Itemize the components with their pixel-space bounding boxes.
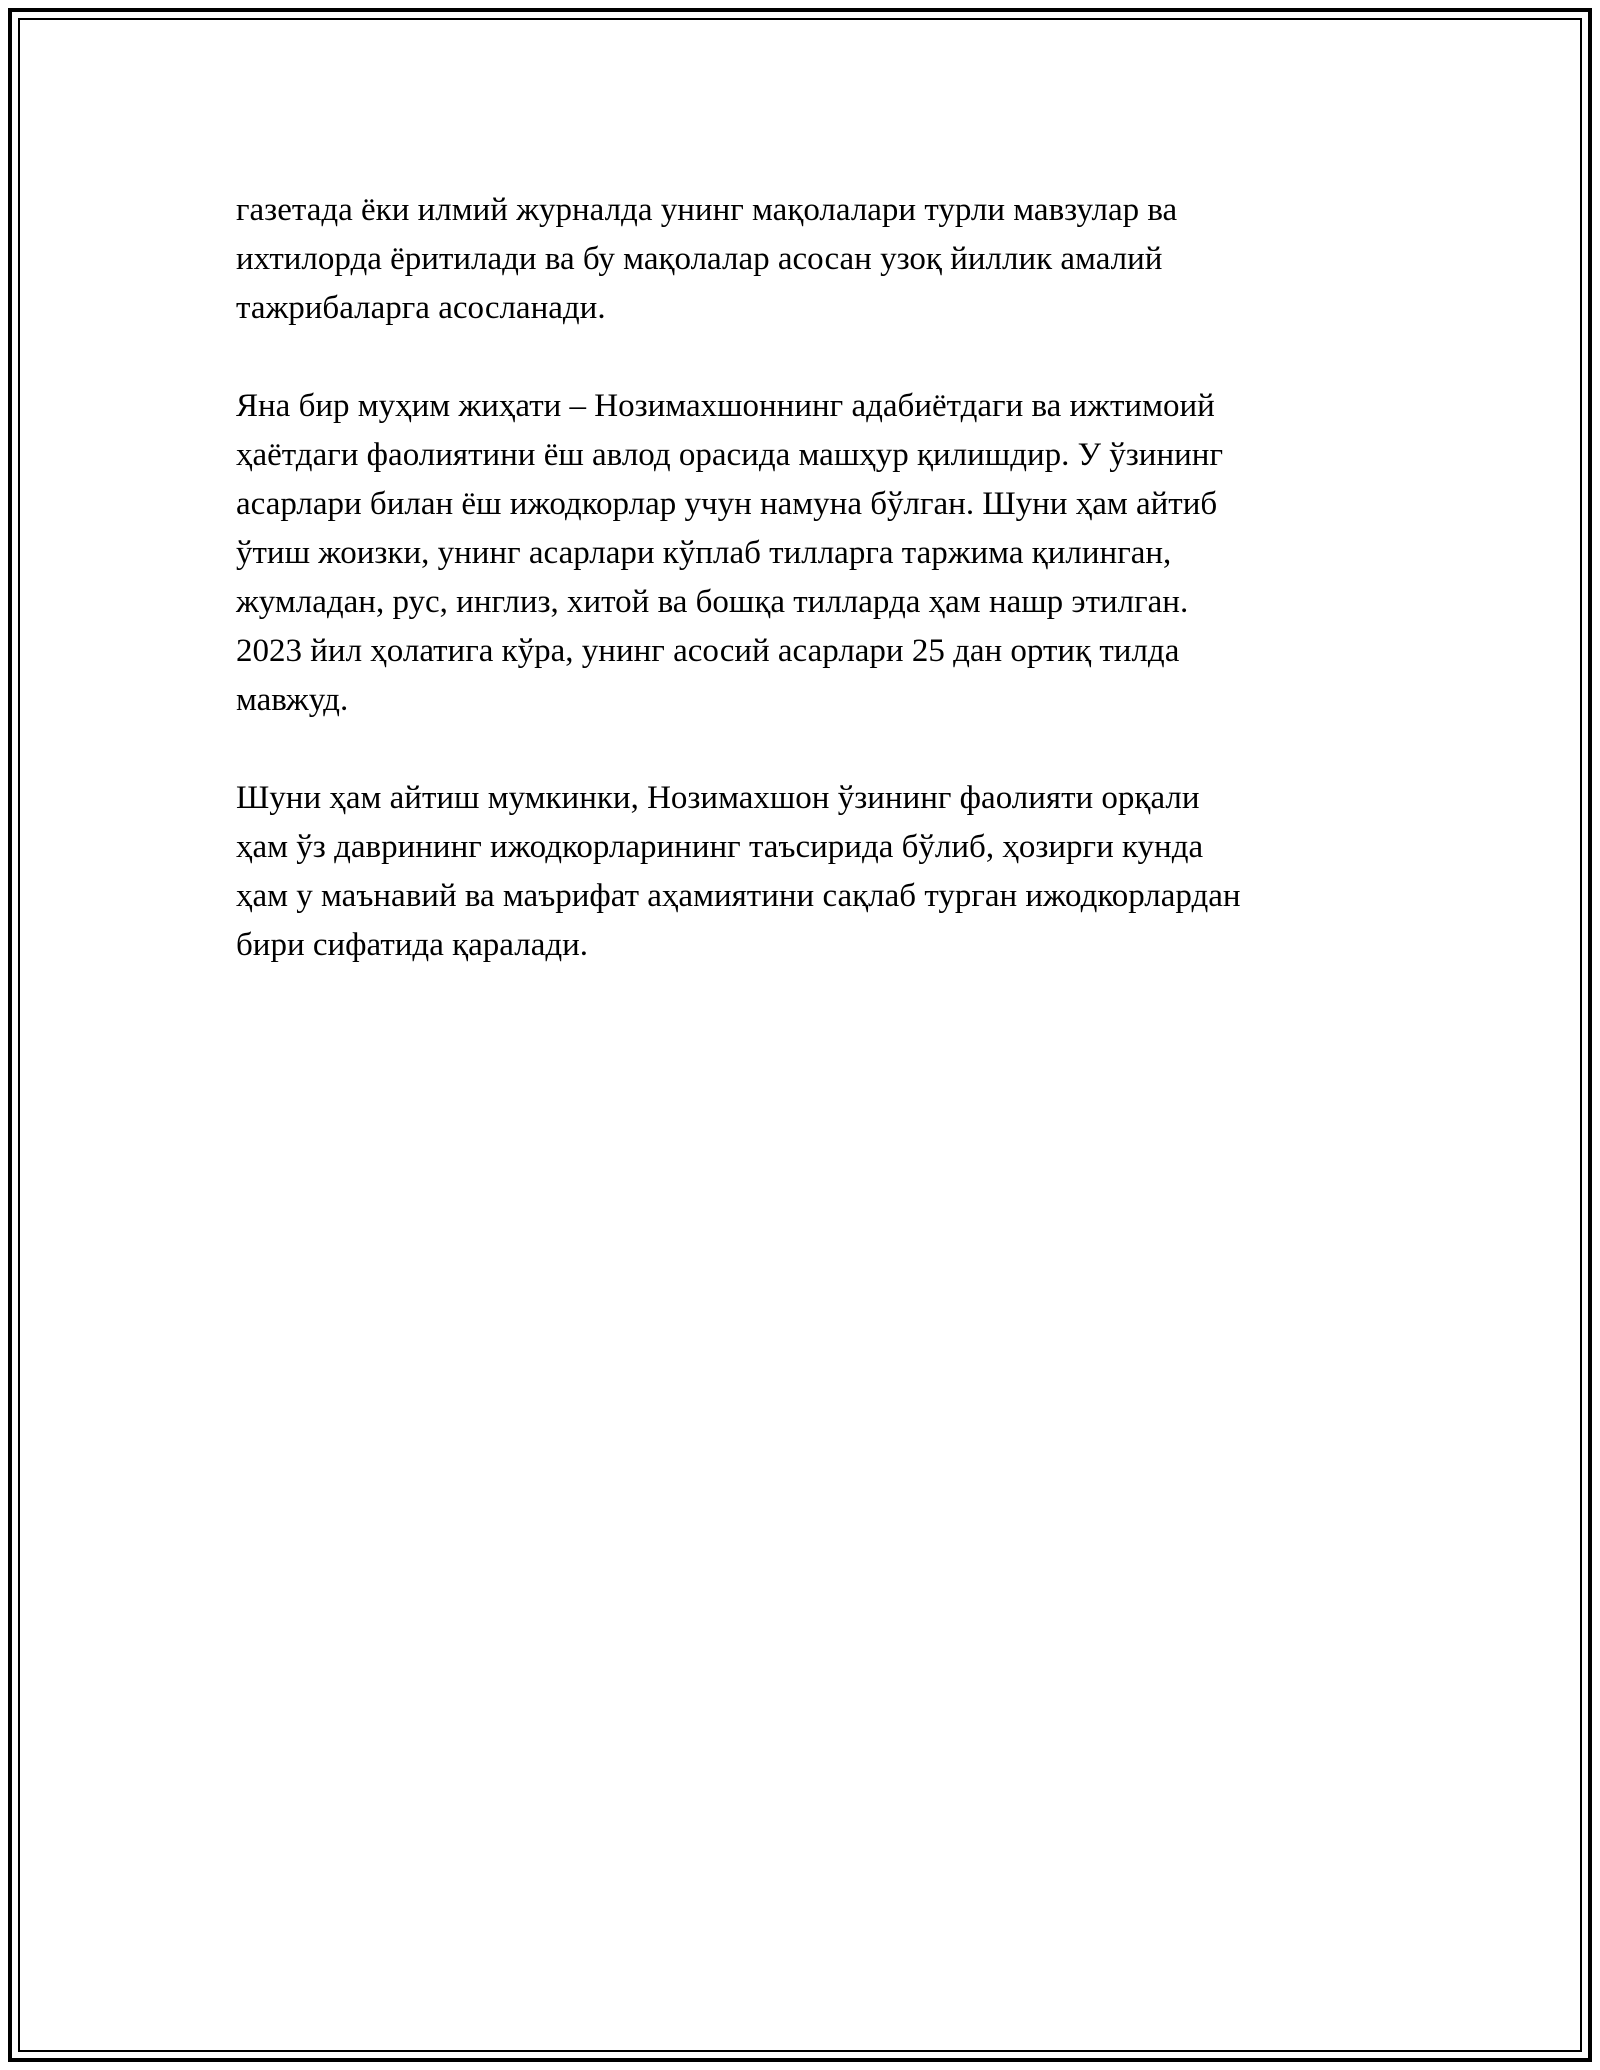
paragraph-3: Шуни ҳам айтиш мумкинки, Нозимахшон ўзининг фаолияти орқали ҳам ўз даврининг ижодкорларининг таъсирида бўлиб, ҳозирги кунда ҳам у маънавий ва маърифат аҳамиятини сақлаб турган ижодкорлардан бири сифатида қаралади. — [236, 780, 1241, 963]
document-body — [236, 186, 1416, 1019]
paragraph-2: Яна бир муҳим жиҳати – Нозимахшоннинг адабиётдаги ва ижтимоий ҳаётдаги фаолиятини ёш авлод орасида машҳур қилишдир. У ўзининг асарлари билан ёш ижодкорлар учун намуна бўлган. Шуни ҳам айтиб ўтиш жоизки, унинг асарлари кўплаб тилларга таржима қилинган, жумладан, рус, инглиз, хитой ва бошқа тилларда ҳам нашр этилган. 2023 йил ҳолатига кўра, унинг асосий асарлари 25 дан ортиқ тилда мавжуд. — [236, 388, 1223, 718]
paragraph-1: газетада ёки илмий журналда унинг мақолалари турли мавзулар ва ихтилорда ёритилади ва бу мақолалар асосан узоқ йиллик амалий тажрибаларга асосланади. — [236, 192, 1178, 326]
